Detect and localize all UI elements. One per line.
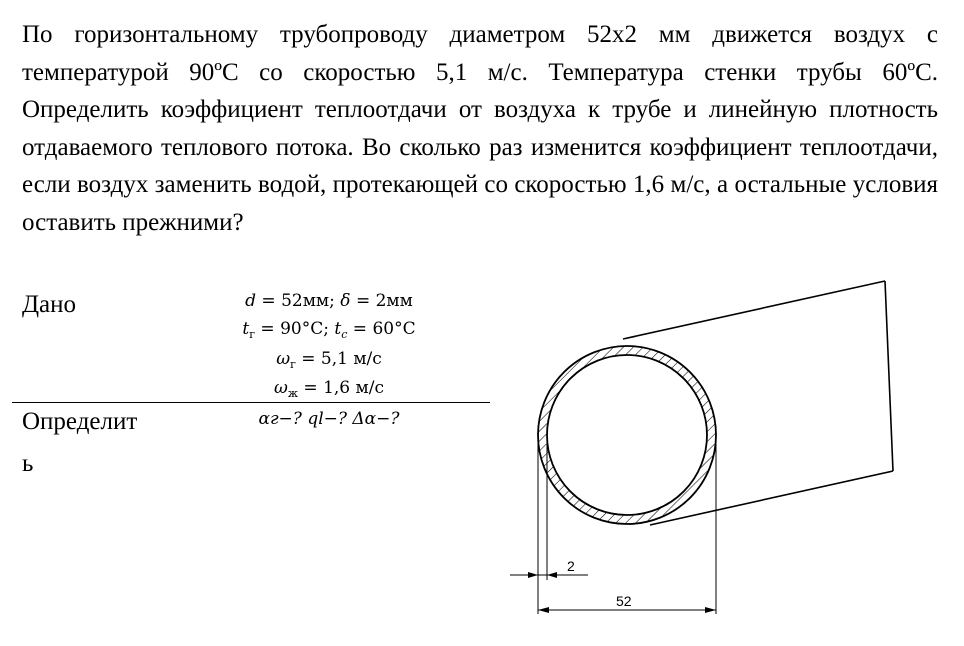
given-water-velocity: $\omega_ж = 1,6$ м/с — [274, 378, 384, 400]
pipe-far-end — [885, 281, 893, 471]
find-label-continuation: ь — [22, 450, 34, 477]
given-gas-velocity: $\omega_г = 5,1$ м/с — [276, 349, 382, 371]
diameter-dimension-arrow-left — [538, 607, 549, 613]
diameter-dimension-label: 52 — [616, 593, 632, 609]
find-items-text: αг−? ql−? Δα−? — [258, 409, 400, 429]
gas-velocity-value: 5,1 м/с — [320, 349, 382, 369]
wall-dimension-arrow-left — [528, 572, 538, 578]
problem-statement: По горизонтальному трубопроводу диаметром 52х2 мм движется воздух с температурой 90ºС со скоростью 5,1 м/с. Температура стенки трубы 60ºС. Определить коэффициент теплоотдачи от воздуха к трубе и линейную плотность отдаваемого теплового потока. Во сколько раз изменится коэффициент теплоотдачи, если воздух заменить водой, протекающей со скоростью 1,6 м/с, а остальные условия оставить прежними? — [22, 21, 938, 236]
wall-dimension-arrow-right — [547, 572, 557, 578]
gas-temperature-value: 90°C — [280, 319, 324, 339]
find-label: Определит — [22, 408, 138, 435]
given-temperatures: $t_г = 90^\circ C$; $t_c = 60^\circ C$ — [242, 319, 416, 341]
wall-dimension-label: 2 — [567, 558, 575, 574]
wall-temperature-value: 60°C — [372, 319, 416, 339]
water-velocity-value: 1,6 м/с — [323, 378, 384, 398]
thickness-value: 2мм — [375, 291, 413, 311]
diameter-value: 52мм — [281, 291, 330, 311]
given-label: Дано — [22, 291, 77, 318]
pipe-top-edge — [623, 281, 885, 339]
pipe-inner-circle — [547, 355, 707, 515]
diameter-dimension-arrow-right — [705, 607, 716, 613]
given-diameter-thickness: d = 52мм; δ = 2мм — [245, 291, 413, 311]
